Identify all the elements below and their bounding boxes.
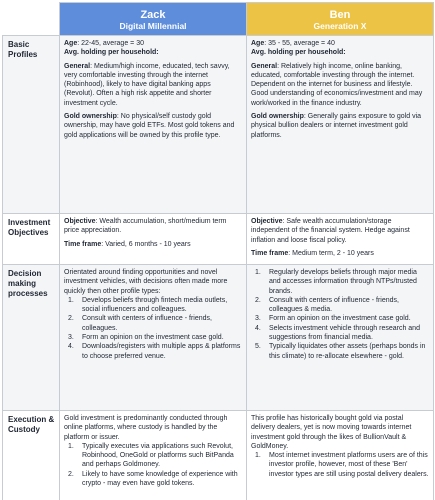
item-number: 3.: [255, 315, 261, 323]
zack-basic-profile: [60, 36, 247, 214]
item-text: Consult with centers of influence - friends, colleagues & media.: [269, 296, 399, 314]
ben-basic-profile: [247, 36, 434, 214]
zack-execution-custody: [60, 411, 247, 500]
item-text: Form an opinion on the investment case gold.: [269, 315, 411, 323]
persona-header-zack: [60, 3, 247, 36]
item-text: Most internet investment platforms users are of this investor profile, however, most of these 'Ben' investor types are still using postal delivery dealers.: [269, 452, 429, 478]
decision-steps-list: [251, 268, 429, 361]
item-number: 1.: [255, 269, 261, 276]
item-text: Likely to have some knowledge of experience with crypto - may even have gold tokens.: [82, 470, 238, 488]
item-text: Regularly develops beliefs through major media and accesses information through NTPs/trusted brands.: [269, 269, 417, 295]
row-investment-objectives: [3, 214, 434, 265]
execution-intro: This profile has historically bought gold via postal delivery dealers, yet is now moving towards internet investment gold through the likes of BullionVault & GoldMoney.: [251, 415, 412, 450]
list-item: [64, 442, 242, 470]
persona-name: Zack: [140, 9, 166, 21]
timeframe-label: Time frame: [251, 249, 289, 257]
decision-steps-list: [64, 296, 242, 361]
item-text: Form an opinion on the investment case gold.: [82, 334, 224, 342]
list-item: [64, 296, 242, 315]
zack-decision-making: [60, 265, 247, 411]
item-number: 3.: [68, 334, 74, 342]
persona-subtitle: Digital Millennial: [119, 21, 187, 31]
item-number: 2.: [68, 315, 74, 323]
objective-value: : Safe wealth accumulation/storage independent of the financial system. Hedge against inflation and loose fiscal policy.: [251, 218, 410, 244]
execution-list: [64, 442, 242, 488]
item-number: 4.: [68, 343, 74, 351]
item-number: 4.: [255, 324, 261, 332]
gold-ownership-label: Gold ownership: [64, 113, 117, 121]
list-item: [64, 342, 242, 361]
row-decision-making: [3, 265, 434, 411]
execution-list: [251, 451, 429, 479]
general-value: : Relatively high income, online banking, educated, comfortable investing through the internet. Dependent on the internet for business and lifestyle. Good understanding of economics/investment and may work/worked in the finance industry.: [251, 62, 423, 107]
item-text: Downloads/registers with multiple apps & platforms to choose preferred venue.: [82, 343, 241, 360]
list-item: [251, 342, 429, 361]
list-item: [251, 268, 429, 296]
row-execution-custody: [3, 411, 434, 500]
item-number: 5.: [255, 343, 261, 351]
ben-decision-making: [247, 265, 434, 411]
holding-label: Avg. holding per household:: [251, 49, 346, 57]
list-item: [251, 324, 429, 343]
persona-comparison-table: [2, 2, 434, 500]
header-row: [3, 3, 434, 36]
age-value: : 35 - 55, average = 40: [264, 40, 335, 47]
item-number: 2.: [68, 470, 74, 478]
list-item: [251, 451, 429, 479]
timeframe-value: : Medium term, 2 - 10 years: [288, 249, 374, 257]
row-label-basic-profiles: Basic Profiles: [3, 36, 60, 214]
corner-cell: [3, 3, 60, 36]
gold-ownership-value: : Generally gains exposure to gold via physical bullion dealers or internet investment gold platforms.: [251, 113, 422, 139]
row-label-execution-custody: Execution & Custody: [3, 411, 60, 500]
general-label: General: [251, 62, 278, 70]
general-label: General: [64, 62, 91, 70]
item-text: Typically executes via applications such Revolut, Robinhood, OneGold or platforms such BitPanda and perhaps Goldmoney.: [82, 442, 234, 469]
ben-execution-custody: [247, 411, 434, 500]
list-item: [64, 314, 242, 333]
age-label: Age: [251, 40, 265, 47]
age-label: Age: [64, 40, 78, 47]
timeframe-label: Time frame: [64, 240, 102, 248]
item-text: Typically liquidates other assets (perhaps bonds in this climate) to re-allocate elsewhere - gold.: [269, 343, 426, 360]
persona-header-ben: [247, 3, 434, 36]
objective-value: : Wealth accumulation, short/medium term price appreciation.: [64, 218, 227, 235]
zack-investment-objectives: [60, 214, 247, 265]
gold-ownership-value: : No physical/self custody gold ownership, may have gold ETFs. Most gold tokens and gold applications will be owned by this profile type.: [64, 113, 235, 139]
holding-label: Avg. holding per household:: [64, 49, 159, 57]
execution-intro: Gold investment is predominantly conducted through online platforms, where custody is handled by the platform or issuer.: [64, 415, 228, 441]
item-number: 1.: [68, 296, 74, 304]
list-item: [251, 314, 429, 323]
row-label-decision-making: Decision making processes: [3, 265, 60, 411]
objective-label: Objective: [251, 218, 283, 225]
age-value: : 22-45, average = 30: [77, 40, 144, 47]
list-item: [64, 470, 242, 489]
item-number: 1.: [68, 442, 74, 450]
persona-subtitle: Generation X: [313, 21, 367, 31]
gold-ownership-label: Gold ownership: [251, 113, 304, 121]
item-text: Consult with centers of influence - friends, colleagues.: [82, 315, 212, 332]
decision-intro: Orientated around finding opportunities and novel investment vehicles, with decisions often made more quickly then other profile types:: [64, 269, 228, 295]
list-item: [64, 333, 242, 342]
general-value: : Medium/high income, educated, tech savvy, very comfortable investing through the internet (Robinhood), likely to have digital banking apps (Revolut). Often a high risk appetite and shorter investment cycle.: [64, 62, 230, 107]
list-item: [251, 296, 429, 315]
timeframe-value: : Varied, 6 months - 10 years: [101, 240, 191, 248]
row-basic-profiles: [3, 36, 434, 214]
item-number: 1.: [255, 452, 261, 460]
item-text: Selects investment vehicle through research and suggestions from financial media.: [269, 324, 420, 342]
persona-name: Ben: [329, 9, 351, 21]
row-label-investment-objectives: Investment Objectives: [3, 214, 60, 265]
item-number: 2.: [255, 296, 261, 304]
item-text: Develops beliefs through fintech media outlets, social influencers and colleagues.: [82, 296, 228, 314]
ben-investment-objectives: [247, 214, 434, 265]
objective-label: Objective: [64, 218, 96, 225]
